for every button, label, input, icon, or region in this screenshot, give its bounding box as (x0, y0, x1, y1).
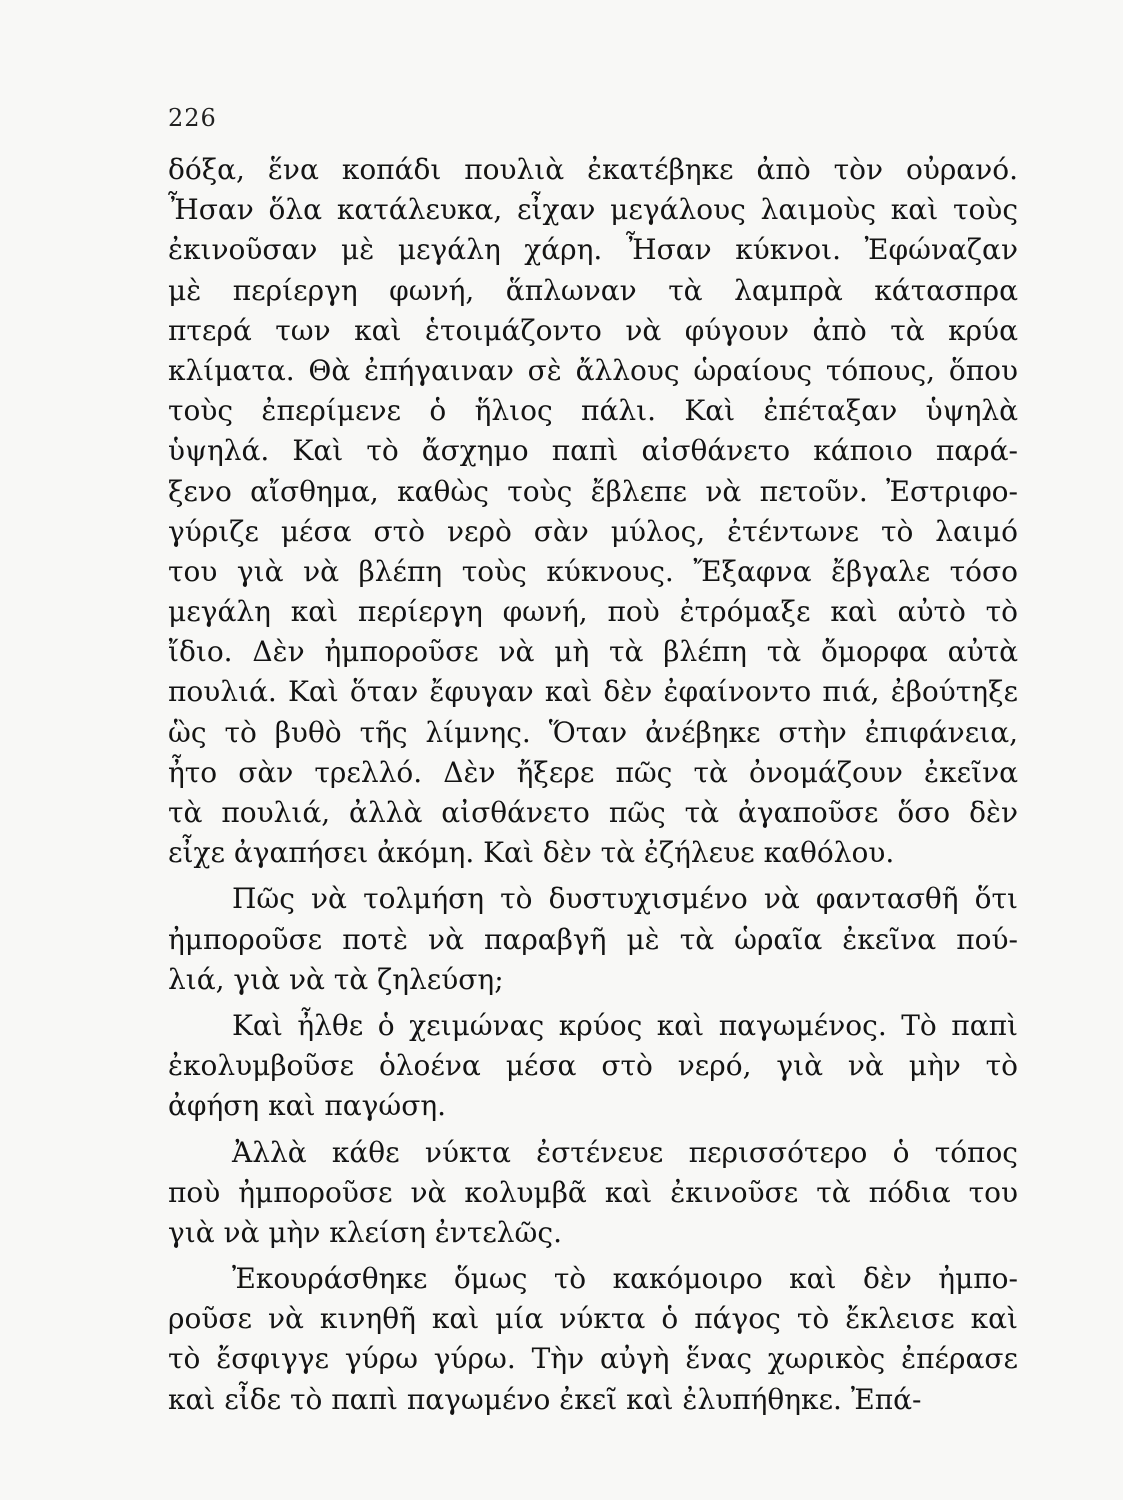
text-line: μεγάλη καὶ περίεργη φωνή, ποὺ ἐτρόμαξε καὶ αὐτὸ τὸ (168, 595, 1018, 629)
text-line: Ἀλλὰ κάθε νύκτα ἐστένευε περισσότερο ὁ τόπος (232, 1135, 1018, 1169)
text-line: ξενο αἴσθημα, καθὼς τοὺς ἔβλεπε νὰ πετοῦν. Ἐστριφο- (168, 474, 1018, 508)
text-line: καὶ εἶδε τὸ παπὶ παγωμένο ἐκεῖ καὶ ἐλυπήθηκε. Ἐπά- (168, 1382, 922, 1416)
paragraph (168, 150, 1018, 873)
paragraph (168, 1133, 1018, 1254)
text-line: τὸ ἔσφιγγε γύρω γύρω. Τὴν αὐγὴ ἕνας χωρικὸς ἐπέρασε (168, 1342, 1018, 1376)
text-line: γύριζε μέσα στὸ νερὸ σὰν μύλος, ἐτέντωνε τὸ λαιμό (168, 514, 1018, 548)
text-line: Ἦσαν ὅλα κατάλευκα, εἶχαν μεγάλους λαιμοὺς καὶ τοὺς (168, 193, 1018, 227)
text-line: ἦτο σὰν τρελλό. Δὲν ἤξερε πῶς τὰ ὀνομάζουν ἐκεῖνα (168, 755, 1018, 789)
text-line: Πῶς νὰ τολμήση τὸ δυστυχισμένο νὰ φαντασθῆ ὅτι (232, 882, 1018, 916)
text-line: ὣς τὸ βυθὸ τῆς λίμνης. Ὅταν ἀνέβηκε στὴν ἐπιφάνεια, (168, 715, 1018, 749)
text-line: πουλιά. Καὶ ὅταν ἔφυγαν καὶ δὲν ἐφαίνοντο πιά, ἐβούτηξε (168, 675, 1018, 709)
text-line: εἶχε ἀγαπήσει ἀκόμη. Καὶ δὲν τὰ ἐζήλευε καθόλου. (168, 836, 895, 870)
text-line: ἐκινοῦσαν μὲ μεγάλη χάρη. Ἦσαν κύκνοι. Ἐφώναζαν (168, 233, 1018, 267)
text-line: Ἐκουράσθηκε ὅμως τὸ κακόμοιρο καὶ δὲν ἠμπο- (232, 1262, 1018, 1296)
body-text (168, 150, 1018, 1420)
paragraph (168, 1259, 1018, 1420)
paragraph (168, 879, 1018, 1000)
text-line: ἠμποροῦσε ποτὲ νὰ παραβγῆ μὲ τὰ ὡραῖα ἐκεῖνα πού- (168, 922, 1018, 956)
text-line: τοὺς ἐπερίμενε ὁ ἥλιος πάλι. Καὶ ἐπέταξαν ὑψηλὰ (168, 394, 1018, 428)
text-line: ἀφήση καὶ παγώση. (168, 1089, 447, 1123)
text-line: ἴδιο. Δὲν ἠμποροῦσε νὰ μὴ τὰ βλέπη τὰ ὄμορφα αὐτὰ (168, 635, 1018, 669)
text-line: δόξα, ἕνα κοπάδι πουλιὰ ἐκατέβηκε ἀπὸ τὸν οὐρανό. (168, 153, 1018, 186)
text-line: του γιὰ νὰ βλέπη τοὺς κύκνους. Ἔξαφνα ἔβγαλε τόσο (168, 554, 1018, 588)
text-line: ἐκολυμβοῦσε ὁλοένα μέσα στὸ νερό, γιὰ νὰ μὴν τὸ (168, 1049, 1018, 1083)
text-line: ροῦσε νὰ κινηθῆ καὶ μία νύκτα ὁ πάγος τὸ ἔκλεισε καὶ (168, 1302, 1018, 1336)
text-line: λιά, γιὰ νὰ τὰ ζηλεύση; (168, 962, 504, 996)
page-number: 226 (168, 104, 217, 132)
text-line: ὑψηλά. Καὶ τὸ ἄσχημο παπὶ αἰσθάνετο κάποιο παρά- (168, 434, 1018, 468)
text-line: γιὰ νὰ μὴν κλείση ἐντελῶς. (168, 1215, 562, 1249)
paragraph (168, 1006, 1018, 1127)
text-line: Καὶ ἦλθε ὁ χειμώνας κρύος καὶ παγωμένος. Τὸ παπὶ (232, 1008, 1018, 1042)
text-line: μὲ περίεργη φωνή, ἅπλωναν τὰ λαμπρὰ κάτασπρα (168, 273, 1018, 307)
text-line: ποὺ ἠμποροῦσε νὰ κολυμβᾶ καὶ ἐκινοῦσε τὰ πόδια του (168, 1175, 1018, 1209)
text-line: κλίματα. Θὰ ἐπήγαιναν σὲ ἄλλους ὡραίους τόπους, ὅπου (168, 353, 1018, 387)
text-line: τὰ πουλιά, ἀλλὰ αἰσθάνετο πῶς τὰ ἀγαποῦσε ὅσο δὲν (168, 796, 1018, 829)
text-line: πτερά των καὶ ἑτοιμάζοντο νὰ φύγουν ἀπὸ τὰ κρύα (168, 313, 1018, 347)
